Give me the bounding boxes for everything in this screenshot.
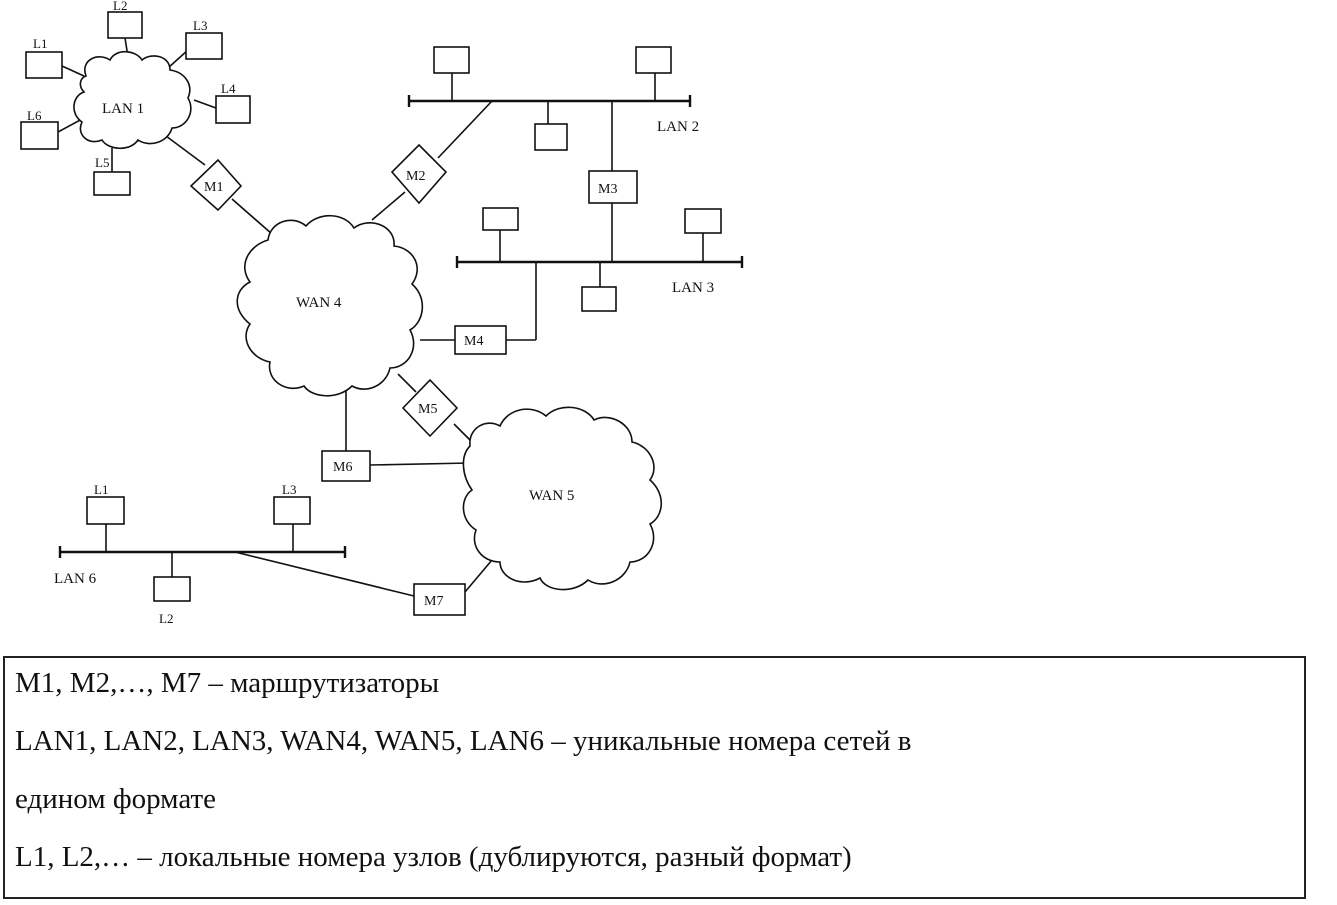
legend-line-nodes: L1, L2,… – локальные номера узлов (дублируются, разный формат)	[15, 841, 852, 873]
router-m2-label: M2	[406, 169, 426, 184]
lan2-label: LAN 2	[657, 119, 700, 135]
lan3-label: LAN 3	[672, 280, 715, 296]
lan6-node-l2	[154, 577, 190, 601]
lan3-node	[685, 209, 721, 233]
lan1-node-l6-label: L6	[27, 108, 42, 123]
lan6-node-l1	[87, 497, 124, 524]
lan2-node	[636, 47, 671, 73]
lan2-node	[535, 124, 567, 150]
lan1-node-l1-label: L1	[33, 36, 48, 51]
lan2-node	[434, 47, 469, 73]
lan6-node-l1-label: L1	[94, 482, 109, 497]
lan1-node-l3	[186, 33, 222, 59]
lan3-node	[582, 287, 616, 311]
legend-line-networks-cont: едином формате	[15, 783, 217, 815]
lan1-node-l1	[26, 52, 62, 78]
lan1-node-l2-label: L2	[113, 0, 128, 13]
legend-line-routers: M1, M2,…, M7 – маршрутизаторы	[15, 667, 440, 699]
lan6-node-l3	[274, 497, 310, 524]
lan1-node-l5-label: L5	[95, 155, 110, 170]
lan1-label: LAN 1	[102, 101, 145, 117]
router-m6-label: M6	[333, 460, 353, 475]
router-m1-label: M1	[204, 180, 224, 195]
lan1-node-l2	[108, 12, 142, 38]
router-m3-label: M3	[598, 182, 618, 197]
lan1-node-l3-label: L3	[193, 18, 208, 33]
router-m5-label: M5	[418, 402, 438, 417]
lan3-node	[483, 208, 518, 230]
lan1-cloud	[74, 52, 191, 149]
lan1-node-l4-label: L4	[221, 81, 236, 96]
lan1-node-l6	[21, 122, 58, 149]
router-m7-label: M7	[424, 594, 444, 609]
wan5-label: WAN 5	[529, 488, 575, 504]
legend-box	[3, 656, 1306, 899]
lan1-node-l4	[216, 96, 250, 123]
legend-line-networks: LAN1, LAN2, LAN3, WAN4, WAN5, LAN6 – уникальные номера сетей в	[15, 725, 912, 757]
router-m4-label: M4	[464, 334, 484, 349]
lan6-node-l2-label: L2	[159, 611, 174, 626]
lan6-node-l3-label: L3	[282, 482, 297, 497]
lan1-node-l5	[94, 172, 130, 195]
lan6-label: LAN 6	[54, 571, 97, 587]
wan4-label: WAN 4	[296, 295, 342, 311]
